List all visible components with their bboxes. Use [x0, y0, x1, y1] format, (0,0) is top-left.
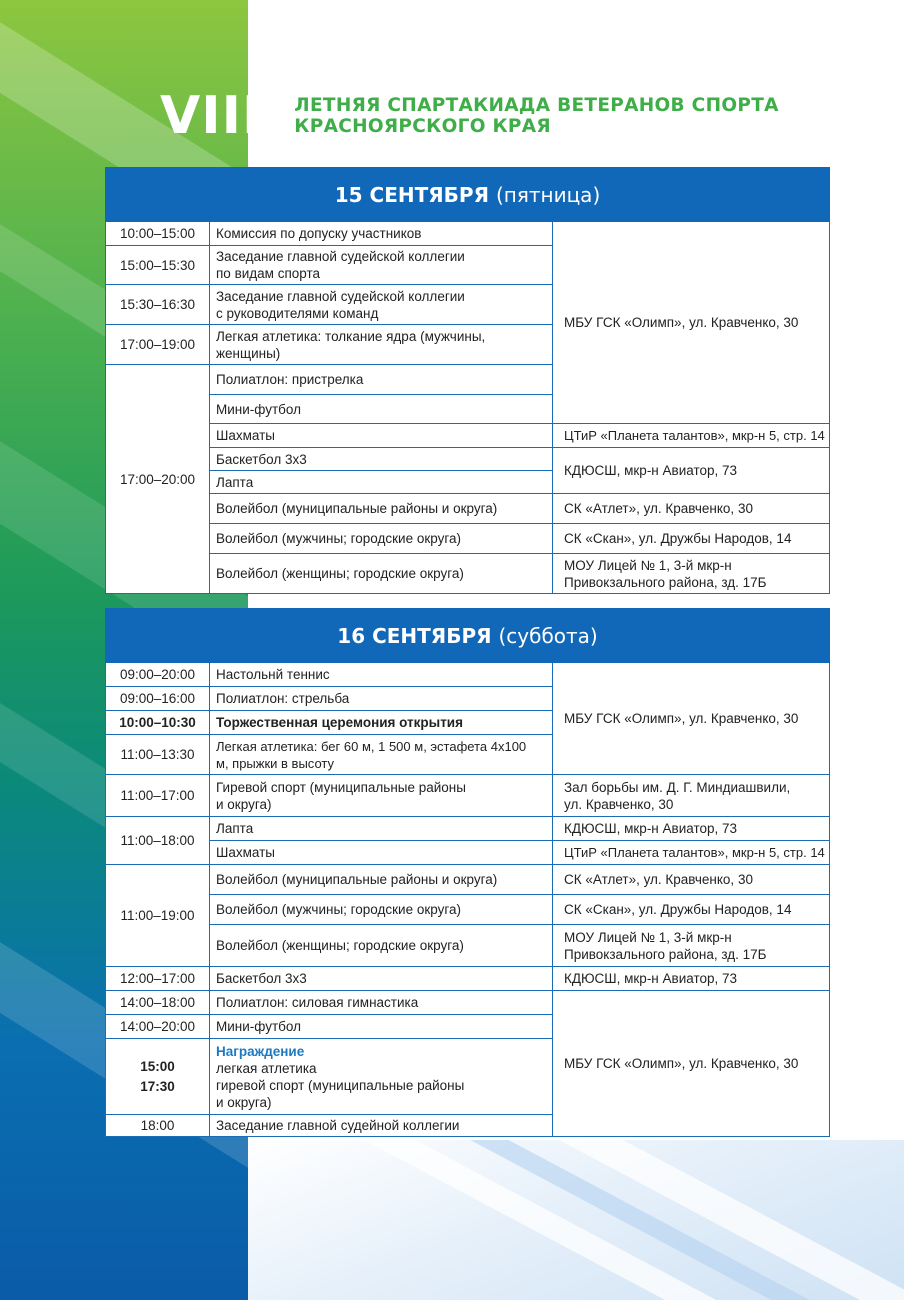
event-cell: Волейбол (женщины; городские округа)	[210, 925, 553, 967]
time-cell: 15:00–15:30	[106, 246, 210, 285]
day-date: 15 СЕНТЯБРЯ	[334, 182, 489, 207]
event-cell: Легкая атлетика: толкание ядра (мужчины, женщины)	[210, 325, 553, 365]
day-banner	[106, 609, 830, 663]
event-cell: Мини-футбол	[210, 395, 553, 424]
venue-cell: Зал борьбы им. Д. Г. Миндиашвили, ул. Кравченко, 30	[553, 775, 830, 817]
time-cell	[106, 1039, 210, 1115]
venue-cell: ЦТиР «Планета талантов», мкр-н 5, стр. 14	[553, 841, 830, 865]
venue-cell: МБУ ГСК «Олимп», ул. Кравченко, 30	[553, 222, 830, 424]
table-row	[106, 524, 830, 554]
table-row	[106, 841, 830, 865]
event-cell: Гиревой спорт (муниципальные районы и округа)	[210, 775, 553, 817]
event-cell: Волейбол (мужчины; городские округа)	[210, 524, 553, 554]
award-events: легкая атлетика гиревой спорт (муниципальные районы и округа)	[216, 1060, 465, 1110]
page-header	[160, 86, 779, 146]
decorative-ray	[248, 1140, 904, 1300]
event-cell: Волейбол (муниципальные районы и округа)	[210, 865, 553, 895]
event-cell: Шахматы	[210, 841, 553, 865]
venue-cell: СК «Атлет», ул. Кравченко, 30	[553, 494, 830, 524]
decorative-ray	[248, 1140, 904, 1300]
event-cell: Мини-футбол	[210, 1015, 553, 1039]
time-cell: 17:00–20:00	[106, 365, 210, 594]
table-row	[106, 222, 830, 246]
time-cell: 11:00–18:00	[106, 817, 210, 865]
event-cell: Баскетбол 3х3	[210, 967, 553, 991]
table-row	[106, 895, 830, 925]
time-cell: 09:00–20:00	[106, 663, 210, 687]
day-weekday: (суббота)	[498, 623, 598, 648]
event-cell: Легкая атлетика: бег 60 м, 1 500 м, эстафета 4х100 м, прыжки в высоту	[210, 735, 553, 775]
table-row	[106, 967, 830, 991]
decorative-ray	[248, 1140, 904, 1300]
table-row	[106, 494, 830, 524]
venue-cell: КДЮСШ, мкр-н Авиатор, 73	[553, 967, 830, 991]
table-row	[106, 991, 830, 1015]
title-line-1: ЛЕТНЯЯ СПАРТАКИАДА ВЕТЕРАНОВ СПОРТА	[294, 95, 779, 116]
day-banner	[106, 168, 830, 222]
time-cell: 10:00–15:00	[106, 222, 210, 246]
event-cell: Волейбол (женщины; городские округа)	[210, 554, 553, 594]
event-cell: Баскетбол 3х3	[210, 448, 553, 471]
event-cell: Заседание главной судейской коллегии по видам спорта	[210, 246, 553, 285]
schedule-table-day2	[105, 608, 830, 1137]
decorative-bottom-rays	[248, 1140, 904, 1300]
event-cell	[210, 1039, 553, 1115]
venue-cell: ЦТиР «Планета талантов», мкр-н 5, стр. 14	[553, 424, 830, 448]
venue-cell: КДЮСШ, мкр-н Авиатор, 73	[553, 448, 830, 494]
time-cell: 14:00–20:00	[106, 1015, 210, 1039]
event-cell: Заседание главной судейной коллегии	[210, 1115, 553, 1137]
award-time-1: 15:00	[140, 1059, 175, 1074]
page-title	[294, 95, 778, 137]
venue-cell: СК «Скан», ул. Дружбы Народов, 14	[553, 895, 830, 925]
venue-cell: МОУ Лицей № 1, 3-й мкр-н Привокзального района, зд. 17Б	[553, 925, 830, 967]
event-cell: Полиатлон: стрельба	[210, 687, 553, 711]
schedule-table-day1	[105, 167, 830, 594]
event-cell: Торжественная церемония открытия	[210, 711, 553, 735]
event-cell: Волейбол (мужчины; городские округа)	[210, 895, 553, 925]
venue-cell: МОУ Лицей № 1, 3-й мкр-н Привокзального района, зд. 17Б	[553, 554, 830, 594]
award-time-2: 17:30	[140, 1079, 175, 1094]
table-row	[106, 817, 830, 841]
event-cell: Комиссия по допуску участников	[210, 222, 553, 246]
table-row	[106, 925, 830, 967]
time-cell: 17:00–19:00	[106, 325, 210, 365]
time-cell: 11:00–13:30	[106, 735, 210, 775]
venue-cell: КДЮСШ, мкр-н Авиатор, 73	[553, 817, 830, 841]
time-cell: 11:00–19:00	[106, 865, 210, 967]
table-row	[106, 448, 830, 471]
time-cell: 15:30–16:30	[106, 285, 210, 325]
time-cell: 09:00–16:00	[106, 687, 210, 711]
time-cell: 14:00–18:00	[106, 991, 210, 1015]
table-row	[106, 554, 830, 594]
venue-cell: МБУ ГСК «Олимп», ул. Кравченко, 30	[553, 991, 830, 1137]
event-cell: Лапта	[210, 817, 553, 841]
time-cell: 10:00–10:30	[106, 711, 210, 735]
time-cell: 12:00–17:00	[106, 967, 210, 991]
table-row	[106, 775, 830, 817]
venue-cell: СК «Скан», ул. Дружбы Народов, 14	[553, 524, 830, 554]
award-heading: Награждение	[216, 1043, 305, 1059]
event-cell: Заседание главной судейской коллегии с руководителями команд	[210, 285, 553, 325]
title-line-2: КРАСНОЯРСКОГО КРАЯ	[294, 116, 551, 137]
venue-cell: СК «Атлет», ул. Кравченко, 30	[553, 865, 830, 895]
table-row	[106, 424, 830, 448]
event-cell: Лапта	[210, 471, 553, 494]
day-weekday: (пятница)	[495, 182, 601, 207]
event-cell: Волейбол (муниципальные районы и округа)	[210, 494, 553, 524]
event-cell: Шахматы	[210, 424, 553, 448]
time-cell: 18:00	[106, 1115, 210, 1137]
table-row	[106, 663, 830, 687]
time-cell: 11:00–17:00	[106, 775, 210, 817]
venue-cell: МБУ ГСК «Олимп», ул. Кравченко, 30	[553, 663, 830, 775]
table-row	[106, 865, 830, 895]
day-date: 16 СЕНТЯБРЯ	[337, 623, 492, 648]
event-cell: Полиатлон: пристрелка	[210, 365, 553, 395]
event-cell: Полиатлон: силовая гимнастика	[210, 991, 553, 1015]
edition-number: VIII	[160, 86, 263, 146]
event-cell: Настольнй теннис	[210, 663, 553, 687]
